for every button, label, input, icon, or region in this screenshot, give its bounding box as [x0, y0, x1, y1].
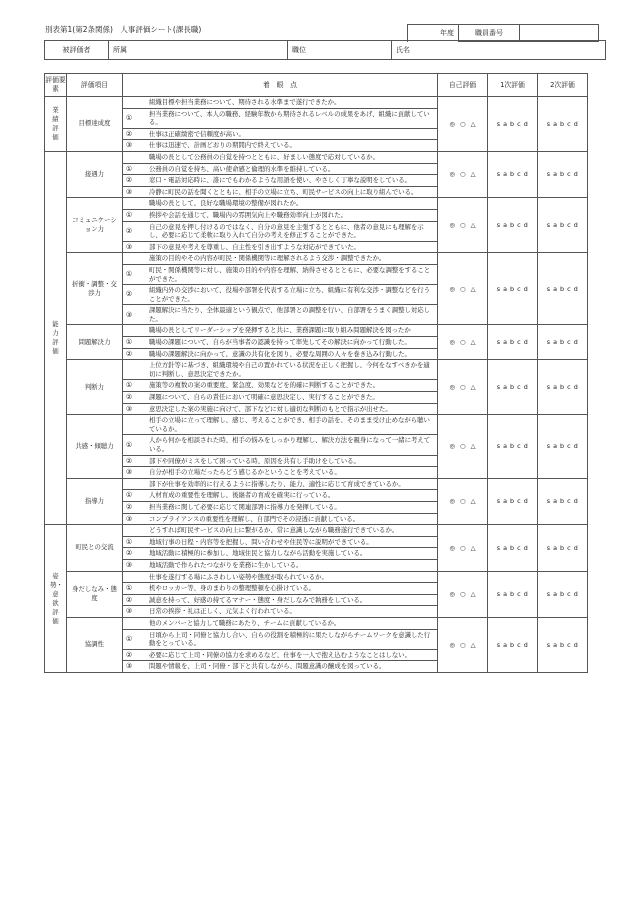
- header-points: 着 眼 点: [123, 74, 438, 97]
- item-row: [45, 415, 588, 435]
- first-rating[interactable]: s a b c d: [488, 478, 538, 524]
- first-rating[interactable]: s a b c d: [488, 571, 538, 617]
- criterion-text: 自己の意見を押し付けるのではなく、自分の意見を主張するとともに、他者の意見にも理解を示し、必要に応じて柔軟に取り入れて自分の考えを修正することができた。: [149, 222, 424, 240]
- name-label: 氏名: [396, 46, 410, 54]
- criterion: [123, 211, 435, 220]
- header-item: 評価項目: [67, 74, 123, 97]
- criterion-text: 公務員の自覚を持ち、高い使命感と倫理的水準を維持している。: [149, 164, 335, 173]
- item-row: [45, 198, 588, 210]
- section-label: 業績評価: [45, 97, 67, 152]
- criterion: [123, 662, 435, 671]
- criterion: [123, 436, 435, 453]
- criterion: [123, 584, 435, 593]
- first-rating[interactable]: s a b c d: [488, 617, 538, 672]
- second-rating[interactable]: s a b c d: [538, 617, 588, 672]
- criterion: [123, 549, 435, 558]
- criterion-text: 担当業務に関して必要に応じて関連部署に指導力を発揮している。: [149, 502, 341, 511]
- criterion: [123, 243, 435, 252]
- criterion-text: 冷静に町民の話を聞くとともに、相手の立場に立ち、町民サービスの向上に取り組んでいる。: [149, 187, 418, 196]
- criterion: [123, 110, 435, 127]
- criterion-number: ②: [125, 226, 133, 235]
- criterion-text: 施策等の複数の案の重要度、緊急度、効果などを的確に判断することができた。: [149, 381, 380, 390]
- self-rating[interactable]: ◎ ○ △: [438, 617, 488, 672]
- first-rating[interactable]: s a b c d: [488, 360, 538, 415]
- second-rating[interactable]: s a b c d: [538, 325, 588, 360]
- criterion: [123, 538, 435, 547]
- criterion-number: ②: [125, 456, 133, 465]
- self-rating[interactable]: ◎ ○ △: [438, 571, 488, 617]
- criterion-text: 部下の意見や考えを尊重し、自主性を引き出すような対応ができていた。: [149, 242, 360, 251]
- criterion-number: ③: [125, 242, 133, 251]
- criterion-text: コンプライアンスの重要性を理解し、自部門でその浸透に貢献している。: [149, 514, 360, 523]
- second-rating[interactable]: s a b c d: [538, 253, 588, 325]
- criterion-text: 挨拶や会話を通じて、職場内の雰囲気向上や職務効率向上が図れた。: [149, 210, 347, 219]
- header-first: 1次評価: [488, 74, 538, 97]
- criterion-text: 日頃から上司・同僚と協力し合い、自らの役割を積極的に果たしながらチームワークを意識した行動をとっている。: [149, 630, 431, 648]
- position-field[interactable]: [288, 41, 392, 60]
- item-row: [45, 525, 588, 537]
- item-lead: 他のメンバーと協力して職務にあたり、チームに貢献しているか。: [123, 617, 438, 629]
- item-label: 身だしなみ・態度: [67, 571, 123, 617]
- staff-no-field[interactable]: [520, 25, 599, 42]
- second-rating[interactable]: s a b c d: [538, 151, 588, 197]
- header-category: 評価要素: [45, 74, 67, 97]
- item-row: [45, 325, 588, 337]
- dept-label: 所属: [113, 46, 127, 54]
- criterion-text: 地域活動に積極的に参加し、地域住民と協力しながら活動を実施している。: [149, 549, 367, 558]
- item-lead: 職場の長としてリーダーシップを発揮すると共に、業務課題に取り組み問題解決を図ったか: [123, 325, 438, 337]
- position-label: 職位: [292, 46, 306, 54]
- criterion-number: ③: [125, 468, 133, 477]
- section-label: 能力評価: [45, 151, 67, 524]
- item-label: 折衝・調整・交渉力: [67, 253, 123, 325]
- second-rating[interactable]: s a b c d: [538, 97, 588, 152]
- item-lead: 職場の長として、良好な職場環境の整備が図れたか。: [123, 198, 438, 210]
- item-row: [45, 151, 588, 163]
- criterion-number: ③: [125, 662, 133, 671]
- item-lead: 相手の立場に立って理解し、感じ、考えることができ、相手の話を、そのまま受け止めながら聴いているか。: [123, 415, 438, 435]
- item-row: [45, 478, 588, 490]
- dept-field[interactable]: [109, 41, 288, 60]
- criterion: [123, 141, 435, 150]
- criterion-number: ①: [125, 491, 133, 500]
- header-second: 2次評価: [538, 74, 588, 97]
- criterion: [123, 286, 435, 303]
- criterion-number: ②: [125, 176, 133, 185]
- first-rating[interactable]: s a b c d: [488, 525, 538, 571]
- self-rating[interactable]: ◎ ○ △: [438, 325, 488, 360]
- criterion: [123, 130, 435, 139]
- criterion-number: ②: [125, 502, 133, 511]
- item-lead: 上位方針等に基づき、組織環境や自己の置かれている状況を正しく把握し、今何をなすべきかを適切に判断し、意思決定できたか。: [123, 360, 438, 380]
- criterion-text: 地域行事の日程・内容等を把握し、問い合わせや住民等に説明ができている。: [149, 537, 373, 546]
- first-rating[interactable]: s a b c d: [488, 97, 538, 152]
- criterion-text: 必要に応じて上司・同僚の協力を求めるなど、仕事を一人で抱え込むようなことはしない。: [149, 650, 412, 659]
- criterion-number: ①: [125, 270, 133, 279]
- item-lead: どうすれば町民サービスの向上に繋がるか、常に意識しながら職務遂行できているか。: [123, 525, 438, 537]
- criterion: [123, 188, 435, 197]
- evaluation-table: [44, 73, 588, 673]
- item-label: 目標達成度: [67, 97, 123, 152]
- criterion: [123, 515, 435, 524]
- criterion-text: 職場の課題について、自らが当事者の認識を持って率先してその解決に向かって行動した。: [149, 338, 411, 347]
- item-row: [45, 97, 588, 109]
- criterion: [123, 631, 435, 648]
- item-label: 町民との交流: [67, 525, 123, 571]
- criterion-text: 担当業務について、本人の職務、経験年数から期待されるレベルの成果をあげ、組織に貢献している。: [149, 109, 430, 127]
- second-rating[interactable]: s a b c d: [538, 360, 588, 415]
- criterion: [123, 651, 435, 660]
- second-rating[interactable]: s a b c d: [538, 198, 588, 253]
- criterion: [123, 491, 435, 500]
- criterion: [123, 457, 435, 466]
- criterion-text: 日常の挨拶・礼は正しく、元気よく行われている。: [149, 607, 296, 616]
- header-self: 自己評価: [438, 74, 488, 97]
- item-lead: 施策の目的やその内容が町民・関係機関等に理解されるよう交渉・調整できたか。: [123, 253, 438, 265]
- section-label: 姿勢・意欲評価: [45, 525, 67, 673]
- first-rating[interactable]: s a b c d: [488, 325, 538, 360]
- criterion-number: ②: [125, 290, 133, 299]
- first-rating[interactable]: s a b c d: [488, 415, 538, 479]
- criterion-text: 組織内外の交渉において、役場や部署を代表する立場に立ち、組織に有利な交渉・調整などを行うことができた。: [149, 286, 431, 303]
- criterion-text: 窓口・電話対応時に、誰にでもわかるような用語を使い、やさしく丁寧な説明をしている。: [149, 176, 412, 185]
- first-rating[interactable]: s a b c d: [488, 151, 538, 197]
- criterion-text: 机やロッカー等、身のまわりの整理整頓を心掛けている。: [149, 584, 316, 593]
- criterion: [123, 266, 435, 283]
- criterion: [123, 338, 435, 347]
- criterion: [123, 503, 435, 512]
- criterion-number: ①: [125, 164, 133, 173]
- criterion: [123, 468, 435, 477]
- criterion-text: 町民・関係機関等に対し、施策の目的や内容を理解、納得させるとともに、必要な調整をすることができた。: [149, 265, 431, 283]
- self-rating[interactable]: ◎ ○ △: [438, 198, 488, 253]
- criterion-number: ①: [125, 440, 133, 449]
- criterion-number: ②: [125, 650, 133, 659]
- criterion-number: ②: [125, 129, 133, 138]
- second-rating[interactable]: s a b c d: [538, 571, 588, 617]
- criterion-text: 部下や同僚がミスをして困っている時、原因を共有し手助けをしている。: [149, 456, 360, 465]
- year-label: 年度: [408, 25, 459, 42]
- item-lead: 職場の長として公務員の自覚を持つとともに、好ましい態度で応対しているか。: [123, 151, 438, 163]
- criterion-number: ①: [125, 210, 133, 219]
- criterion-number: ③: [125, 187, 133, 196]
- criterion-text: 意思決定した案の実施に向けて、部下などに対し適切な判断のもとで指示が出せた。: [149, 404, 392, 413]
- criterion-number: ①: [125, 381, 133, 390]
- criterion-text: 問題や情報を、上司・同僚・部下と共有しながら、問題意識の醸成を図っている。: [149, 662, 386, 671]
- criterion: [123, 350, 435, 359]
- item-label: 接遇力: [67, 151, 123, 197]
- self-rating[interactable]: ◎ ○ △: [438, 478, 488, 524]
- criterion: [123, 405, 435, 414]
- criterion-number: ①: [125, 113, 133, 122]
- criterion-number: ②: [125, 595, 133, 604]
- criterion-number: ③: [125, 560, 133, 569]
- self-rating[interactable]: ◎ ○ △: [438, 525, 488, 571]
- criterion-text: 職場の課題解決に向かって、意識の共有化を図り、必要な周囲の人々を巻き込み行動した。: [149, 349, 411, 358]
- item-label: 協調性: [67, 617, 123, 672]
- item-row: [45, 253, 588, 265]
- criterion-number: ②: [125, 549, 133, 558]
- criterion-number: ③: [125, 607, 133, 616]
- staff-no-label: 職員番号: [459, 25, 520, 42]
- criterion-text: 人から何かを相談された時、相手の悩みをしっかり理解し、解決方法を親身になって一緒に考えている。: [149, 436, 431, 453]
- self-rating[interactable]: ◎ ○ △: [438, 360, 488, 415]
- criterion: [123, 393, 435, 402]
- criterion-number: ②: [125, 393, 133, 402]
- info-table: [44, 40, 606, 60]
- item-label: 指導力: [67, 478, 123, 524]
- item-label: 共感・傾聴力: [67, 415, 123, 479]
- criterion: [123, 561, 435, 570]
- first-rating[interactable]: s a b c d: [488, 198, 538, 253]
- self-rating[interactable]: ◎ ○ △: [438, 415, 488, 479]
- item-label: 問題解決力: [67, 325, 123, 360]
- document-title: 別表第1(第2条関係) 人事評価シート(課長職): [45, 25, 202, 34]
- self-rating[interactable]: ◎ ○ △: [438, 253, 488, 325]
- criterion-number: ①: [125, 634, 133, 643]
- name-field[interactable]: [392, 41, 606, 60]
- item-lead: 仕事を遂行する場にふさわしい姿勢や態度が取られているか。: [123, 571, 438, 583]
- evaluatee-label: 被評価者: [45, 41, 109, 60]
- item-lead: 組織目標や担当業務について、期待される水準まで遂行できたか。: [123, 97, 438, 109]
- criterion-number: ③: [125, 514, 133, 523]
- item-label: コミュニケーション力: [67, 198, 123, 253]
- criterion: [123, 165, 435, 174]
- criterion: [123, 306, 435, 323]
- second-rating[interactable]: s a b c d: [538, 478, 588, 524]
- criterion: [123, 596, 435, 605]
- criterion-text: 自分が相手の立場だったらどう感じるかということを考えている。: [149, 468, 341, 477]
- item-row: [45, 571, 588, 583]
- criterion-number: ①: [125, 338, 133, 347]
- criterion-number: ①: [125, 584, 133, 593]
- criterion-number: ①: [125, 537, 133, 546]
- criterion-text: 誠意を持って、好感の持てるマナー・態度・身だしなみで執務をしている。: [149, 595, 367, 604]
- second-rating[interactable]: s a b c d: [538, 525, 588, 571]
- criterion: [123, 176, 435, 185]
- criterion-number: ③: [125, 141, 133, 150]
- criterion-number: ③: [125, 404, 133, 413]
- criterion-text: 地域活動で作られたつながりを業務に生かしている。: [149, 560, 303, 569]
- criterion-text: 仕事は迅速で、計画どおりの期間内で終えている。: [149, 141, 296, 150]
- criterion: [123, 223, 435, 240]
- criterion-text: 人材育成の重要性を理解し、後継者の育成を確実に行っている。: [149, 491, 335, 500]
- self-rating[interactable]: ◎ ○ △: [438, 151, 488, 197]
- criterion: [123, 381, 435, 390]
- criterion-text: 仕事は正確緻密で信頼度が高い。: [149, 129, 245, 138]
- criterion-number: ③: [125, 310, 133, 319]
- first-rating[interactable]: s a b c d: [488, 253, 538, 325]
- criterion-text: 課題解決に当たり、全体最適という観点で、他部署との調整を行い、自部署をうまく調整し対応した。: [149, 306, 431, 323]
- criterion-text: 課題について、自らの責任において明確に意思決定し、実行することができた。: [149, 393, 379, 402]
- item-row: [45, 360, 588, 380]
- item-label: 判断力: [67, 360, 123, 415]
- item-row: [45, 617, 588, 629]
- criterion: [123, 607, 435, 616]
- self-rating[interactable]: ◎ ○ △: [438, 97, 488, 152]
- item-lead: 部下が仕事を効率的に行えるように指導したり、能力、適性に応じて育成できているか。: [123, 478, 438, 490]
- criterion-number: ②: [125, 349, 133, 358]
- second-rating[interactable]: s a b c d: [538, 415, 588, 479]
